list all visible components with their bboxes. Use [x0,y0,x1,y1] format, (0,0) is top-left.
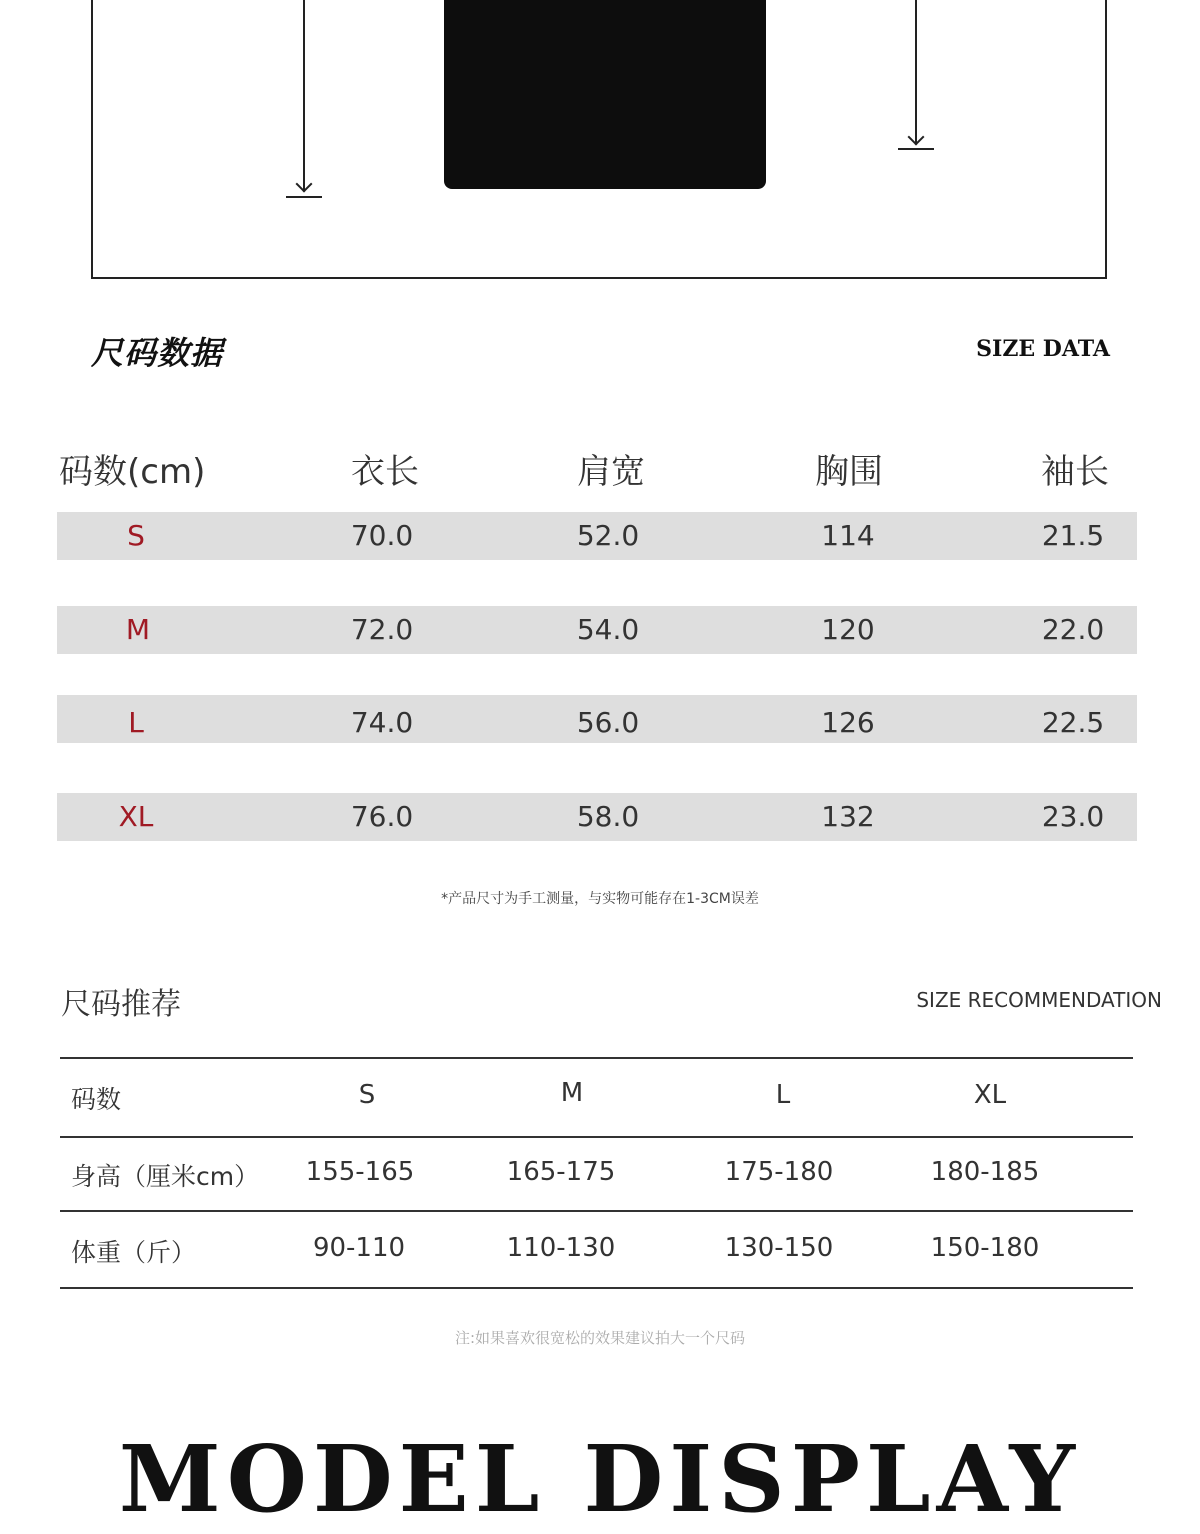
length-value: 72.0 [350,613,414,646]
chest-value: 126 [821,706,875,739]
length-arrow-line [303,0,305,190]
rec-height-label: 身高（厘米cm） [71,1162,260,1191]
rec-size-s: S [358,1080,376,1110]
table-rule [60,1287,1133,1289]
length-value: 76.0 [350,800,414,833]
chest-value: 120 [821,613,875,646]
col-header-length: 衣长 [351,452,419,492]
length-value: 74.0 [350,706,414,739]
shoulder-value: 56.0 [576,706,640,739]
rec-size-xl: XL [973,1080,1007,1110]
rec-size-m: M [560,1078,584,1108]
table-rule [60,1210,1133,1212]
table-rule [60,1136,1133,1138]
shoulder-value: 52.0 [576,519,640,552]
col-header-chest: 胸围 [815,452,883,492]
garment-illustration [444,0,766,189]
table-rule [60,1057,1133,1059]
rec-header-label: 码数 [71,1085,122,1114]
model-display-heading: MODEL DISPLAY [118,1425,1082,1533]
rec-weight-label: 体重（斤） [71,1238,197,1267]
size-data-title-cn: 尺码数据 [91,334,224,372]
sleeve-value: 22.5 [1041,706,1105,739]
shoulder-value: 58.0 [576,800,640,833]
recommendation-title-en: SIZE RECOMMENDATION [916,988,1162,1012]
rec-weight-l: 130-150 [724,1233,834,1263]
measurement-note: *产品尺寸为手工测量，与实物可能存在1-3CM误差 [441,891,759,907]
arrow-baseline [286,196,322,198]
rec-weight-s: 90-110 [312,1233,406,1263]
shoulder-value: 54.0 [576,613,640,646]
size-label: S [127,519,145,552]
recommendation-note: 注:如果喜欢很宽松的效果建议拍大一个尺码 [454,1329,746,1347]
chest-value: 114 [821,519,875,552]
recommendation-title-cn: 尺码推荐 [61,987,181,1022]
size-label: L [128,706,144,739]
rec-weight-m: 110-130 [506,1233,616,1263]
chest-value: 132 [821,800,875,833]
sleeve-value: 22.0 [1041,613,1105,646]
rec-size-l: L [775,1080,791,1110]
col-header-shoulder: 肩宽 [577,452,645,492]
col-header-sleeve: 袖长 [1041,452,1109,492]
size-label: XL [118,800,154,833]
rec-height-l: 175-180 [724,1157,834,1187]
col-header-size: 码数(cm) [59,452,206,492]
rec-height-m: 165-175 [506,1157,616,1187]
size-label: M [125,613,151,646]
sleeve-arrow-line [915,0,917,143]
length-value: 70.0 [350,519,414,552]
rec-height-xl: 180-185 [930,1157,1040,1187]
sleeve-value: 21.5 [1041,519,1105,552]
size-data-title-en: SIZE DATA [976,336,1110,362]
rec-height-s: 155-165 [305,1157,415,1187]
rec-weight-xl: 150-180 [930,1233,1040,1263]
arrow-baseline [898,148,934,150]
sleeve-value: 23.0 [1041,800,1105,833]
